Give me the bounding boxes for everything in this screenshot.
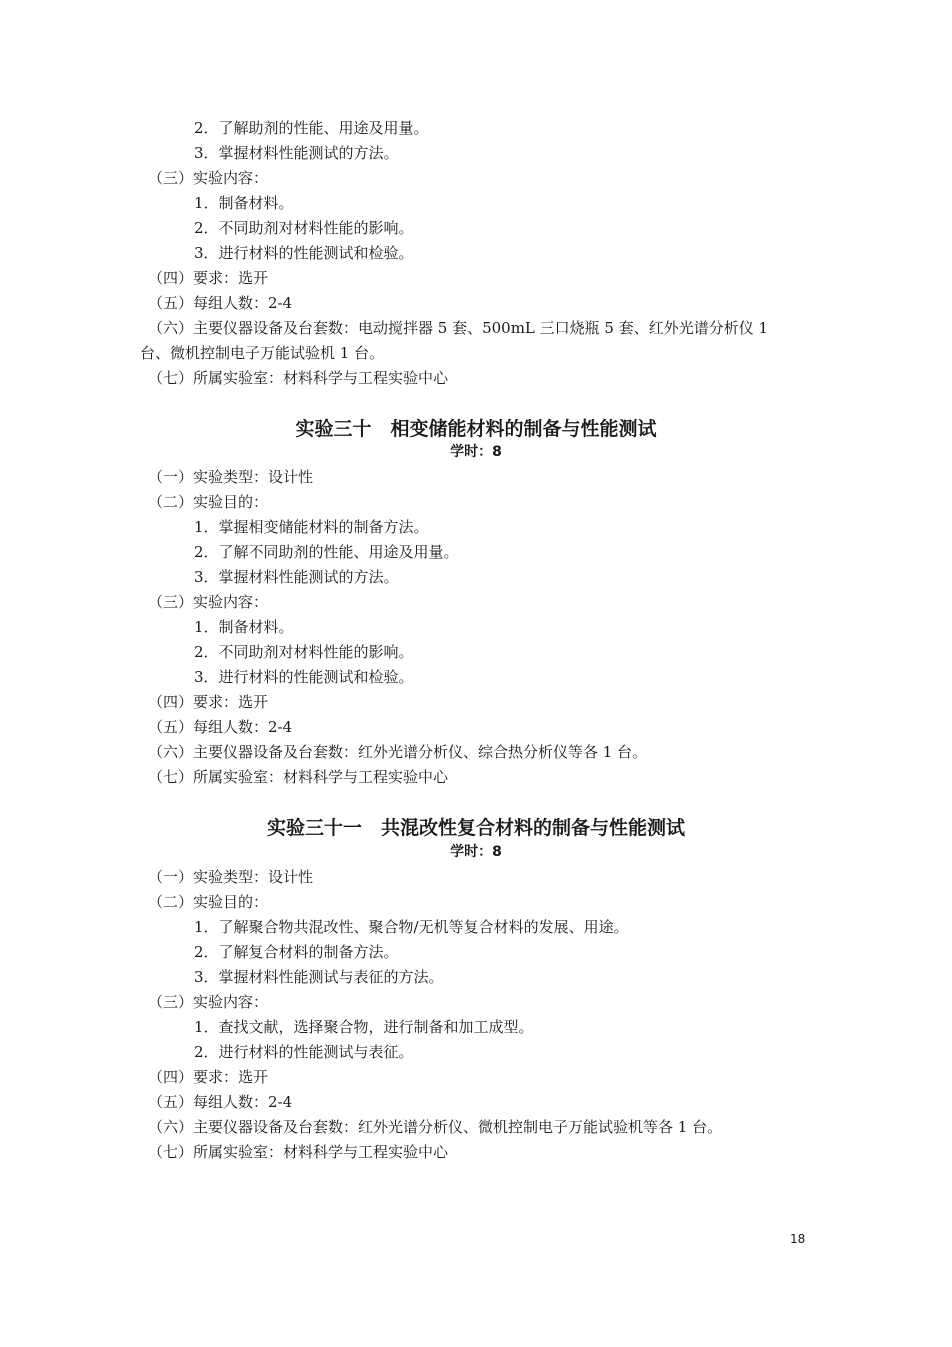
exp30-line: （五）每组人数：2-4	[148, 718, 293, 736]
page-number: 18	[790, 1232, 806, 1246]
exp30-line: （七）所属实验室：材料科学与工程实验中心	[148, 768, 449, 786]
exp31-line: 1．了解聚合物共混改性、聚合物/无机等复合材料的发展、用途。	[194, 918, 629, 936]
exp30-line: 1．制备材料。	[194, 618, 294, 636]
exp31-line: （五）每组人数：2-4	[148, 1093, 293, 1111]
exp31-line: 1．查找文献，选择聚合物，进行制备和加工成型。	[194, 1018, 534, 1036]
exp31-line: （七）所属实验室：材料科学与工程实验中心	[148, 1143, 449, 1161]
exp31-line: （四）要求：选开	[148, 1068, 269, 1086]
exp30-line: 2．了解不同助剂的性能、用途及用量。	[194, 543, 459, 561]
exp31-line: 2．进行材料的性能测试与表征。	[194, 1043, 414, 1061]
exp31-line: （二）实验目的：	[148, 893, 269, 911]
exp30-line: （一）实验类型：设计性	[148, 468, 314, 486]
exp30-line: 3．掌握材料性能测试的方法。	[194, 568, 399, 586]
intro-line: 3．掌握材料性能测试的方法。	[194, 144, 399, 162]
intro-line: 1．制备材料。	[194, 194, 294, 212]
section-hours: 学时：8	[450, 844, 502, 860]
exp30-line: （二）实验目的：	[148, 493, 269, 511]
intro-line: （七）所属实验室：材料科学与工程实验中心	[148, 369, 449, 387]
section-title: 实验三十一 共混改性复合材料的制备与性能测试	[266, 817, 685, 839]
intro-line: 2．不同助剂对材料性能的影响。	[194, 219, 414, 237]
intro-line: 台、微机控制电子万能试验机 1 台。	[140, 344, 385, 362]
section-hours: 学时：8	[450, 444, 502, 460]
section-title: 实验三十 相变储能材料的制备与性能测试	[295, 418, 657, 440]
intro-line: 2．了解助剂的性能、用途及用量。	[194, 119, 429, 137]
intro-line: （三）实验内容：	[148, 169, 269, 187]
exp31-line: （一）实验类型：设计性	[148, 868, 314, 886]
exp30-line: （六）主要仪器设备及台套数：红外光谱分析仪、综合热分析仪等各 1 台。	[148, 743, 648, 761]
intro-line: （五）每组人数：2-4	[148, 294, 293, 312]
exp30-line: 1．掌握相变储能材料的制备方法。	[194, 518, 429, 536]
exp31-line: （三）实验内容：	[148, 993, 269, 1011]
intro-line: （四）要求：选开	[148, 269, 269, 287]
exp30-line: （三）实验内容：	[148, 593, 269, 611]
exp31-line: （六）主要仪器设备及台套数：红外光谱分析仪、微机控制电子万能试验机等各 1 台。	[148, 1118, 723, 1136]
exp30-line: 2．不同助剂对材料性能的影响。	[194, 643, 414, 661]
exp31-line: 3．掌握材料性能测试与表征的方法。	[194, 968, 444, 986]
exp30-line: 3．进行材料的性能测试和检验。	[194, 668, 414, 686]
exp30-line: （四）要求：选开	[148, 693, 269, 711]
intro-line: 3．进行材料的性能测试和检验。	[194, 244, 414, 262]
exp31-line: 2．了解复合材料的制备方法。	[194, 943, 399, 961]
intro-line: （六）主要仪器设备及台套数：电动搅拌器 5 套、500mL 三口烧瓶 5 套、红外光谱分析仪 1	[148, 319, 769, 337]
